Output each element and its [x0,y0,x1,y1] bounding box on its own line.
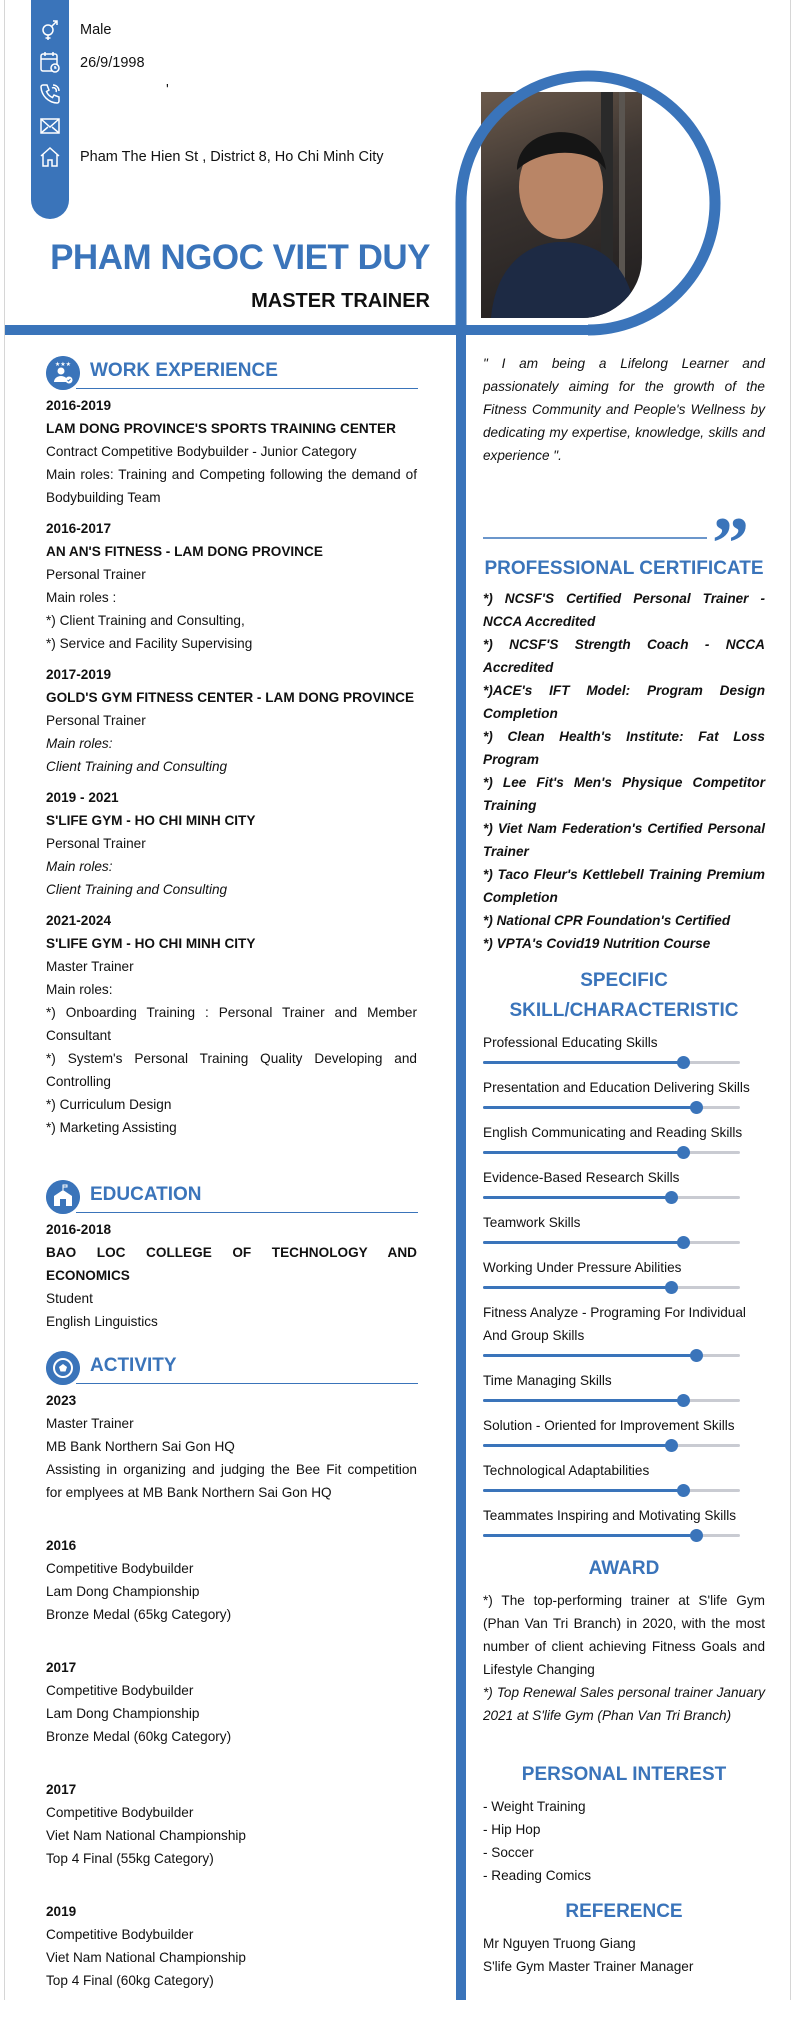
skill-label: English Communicating and Reading Skills [483,1125,743,1140]
work-experience-header [46,356,418,390]
skill-slider-fill [483,1106,696,1109]
entry-line: LAM DONG PROVINCE'S SPORTS TRAINING CENTER [46,421,396,436]
entry-line: Main roles: [46,982,113,997]
entry-line: English Linguistics [46,1314,158,1329]
skill-label: Evidence-Based Research Skills [483,1170,680,1185]
entry-line: 2019 [46,1904,77,1919]
entry-line: S'LIFE GYM - HO CHI MINH CITY [46,936,256,951]
svg-text:★★★: ★★★ [54,362,72,368]
skill-slider-track [483,1061,740,1064]
skill-label: Working Under Pressure Abilities [483,1260,682,1275]
certificate-item: *) Viet Nam Federation's Certified Personal Trainer [483,821,765,859]
entry-line: Bronze Medal (60kg Category) [46,1729,232,1744]
entry [46,1900,417,1992]
skill-slider-fill [483,1061,683,1064]
skill-slider-knob [677,1056,690,1069]
skill-item [483,1369,765,1414]
entry-line: 2017 [46,1660,77,1675]
skill-slider-fill [483,1489,683,1492]
gender-text: Male [80,22,112,38]
entry-line: 2016-2017 [46,521,112,536]
entry-line: S'LIFE GYM - HO CHI MINH CITY [46,813,256,828]
skill-slider-track [483,1286,740,1289]
skill-slider-knob [677,1236,690,1249]
entry-line: BAO LOC COLLEGE OF TECHNOLOGY AND ECONOMICS [46,1245,417,1283]
certificate-item: *) NCSF'S Certified Personal Trainer - NCCA Accredited [483,591,765,629]
interest-item: - Soccer [483,1845,534,1860]
interest-list [483,1795,765,1887]
entry [46,663,417,778]
reference-heading: REFERENCE [565,1901,683,1922]
entry-line: *) System's Personal Training Quality Developing and Controlling [46,1051,417,1089]
skill-label: Teamwork Skills [483,1215,581,1230]
skill-item [483,1076,765,1121]
entry-line: Competitive Bodybuilder [46,1561,194,1576]
entry [46,1389,417,1504]
certificate-item: *) National CPR Foundation's Certified [483,913,731,928]
entry-line: Client Training and Consulting [46,882,228,897]
heading-underline [76,1383,418,1384]
skill-slider-fill [483,1444,671,1447]
interest-item: - Hip Hop [483,1822,541,1837]
skill-slider-fill [483,1196,671,1199]
award-list [483,1589,765,1727]
entry-line: Competitive Bodybuilder [46,1805,194,1820]
entry-line: Bronze Medal (65kg Category) [46,1607,232,1622]
education-header [46,1180,418,1214]
entry-line: Top 4 Final (55kg Category) [46,1851,214,1866]
activity-header [46,1351,418,1385]
entry-line: MB Bank Northern Sai Gon HQ [46,1439,235,1454]
entry-line: Personal Trainer [46,836,146,851]
certificate-heading: PROFESSIONAL CERTIFICATE [484,558,764,579]
skills-list [483,1031,765,1549]
skill-slider-knob [677,1394,690,1407]
entry-line: Viet Nam National Championship [46,1950,246,1965]
skill-item [483,1211,765,1256]
skill-label: Technological Adaptabilities [483,1463,650,1478]
skill-slider-fill [483,1354,696,1357]
skill-item [483,1166,765,1211]
skill-slider-track [483,1489,740,1492]
entry-line: Master Trainer [46,1416,134,1431]
reference-item: Mr Nguyen Truong Giang [483,1936,636,1951]
entry-line: *) Onboarding Training : Personal Trainer and Member Consultant [46,1005,417,1043]
certificate-item: *) VPTA's Covid19 Nutrition Course [483,936,711,951]
skill-slider-track [483,1151,740,1154]
entry-line: Competitive Bodybuilder [46,1927,194,1942]
phone-text: ' [166,82,169,98]
entry [46,394,417,509]
team-star-icon [46,356,80,390]
skill-slider-track [483,1354,740,1357]
entry-line: Viet Nam National Championship [46,1828,246,1843]
award-heading: AWARD [588,1558,660,1579]
entry-line: 2017-2019 [46,667,112,682]
entry [46,517,417,655]
entry-line: Lam Dong Championship [46,1706,200,1721]
skill-slider-knob [677,1146,690,1159]
skill-label: Professional Educating Skills [483,1035,658,1050]
entry-line: *) Service and Facility Supervising [46,636,253,651]
skill-item [483,1504,765,1549]
skill-label: Solution - Oriented for Improvement Skills [483,1418,735,1433]
activity-list [46,1389,417,2022]
interest-heading: PERSONAL INTEREST [521,1764,727,1785]
heading-underline [76,388,418,389]
education-title: EDUCATION [90,1184,202,1205]
candidate-name: PHAM NGOC VIET DUY [50,238,430,277]
entry-line: AN AN'S FITNESS - LAM DONG PROVINCE [46,544,323,559]
award-item: *) Top Renewal Sales personal trainer January 2021 at S'life Gym (Phan Van Tri Branch) [483,1685,765,1723]
entry [46,1534,417,1626]
entry-line: Main roles : [46,590,117,605]
entry-line: *) Curriculum Design [46,1097,172,1112]
skill-slider-knob [690,1349,703,1362]
certificate-list [483,587,765,955]
skill-item [483,1459,765,1504]
skill-slider-track [483,1534,740,1537]
education-list [46,1218,417,1341]
interest-item: - Weight Training [483,1799,586,1814]
skill-slider-knob [665,1439,678,1452]
personal-quote: " I am being a Lifelong Learner and passionately aiming for the growth of the Fitness Community and People's Wellness by dedicating my expertise, knowledge, skills and experience ". [483,356,765,463]
work-experience-list [46,394,417,1147]
certificate-item: *) Clean Health's Institute: Fat Loss Program [483,729,765,767]
certificate-item: *)ACE's IFT Model: Program Design Completion [483,683,765,721]
entry-line: Assisting in organizing and judging the Bee Fit competition for emplyees at MB Bank Northern Sai Gon HQ [46,1462,417,1500]
entry-line: 2019 - 2021 [46,790,119,805]
skill-slider-fill [483,1286,671,1289]
entry-line: Competitive Bodybuilder [46,1683,194,1698]
skill-slider-knob [665,1191,678,1204]
skill-slider-knob [690,1101,703,1114]
skill-label: Time Managing Skills [483,1373,612,1388]
certificate-item: *) Taco Fleur's Kettlebell Training Premium Completion [483,867,765,905]
heading-underline [76,1212,418,1213]
entry-line: Lam Dong Championship [46,1584,200,1599]
award-item: *) The top-performing trainer at S'life Gym (Phan Van Tri Branch) in 2020, with the most number of client achieving Fitness Goals and Lifestyle Changing [483,1593,765,1677]
skill-slider-track [483,1399,740,1402]
interest-item: - Reading Comics [483,1868,592,1883]
entry [46,909,417,1139]
skill-label: Fitness Analyze - Programing For Individual And Group Skills [483,1305,746,1343]
skill-slider-track [483,1241,740,1244]
skill-item [483,1121,765,1166]
entry-line: Student [46,1291,93,1306]
skill-slider-track [483,1444,740,1447]
skill-slider-fill [483,1534,696,1537]
skill-item [483,1256,765,1301]
entry-line: Personal Trainer [46,567,146,582]
candidate-title: MASTER TRAINER [251,290,430,312]
entry [46,1778,417,1870]
entry-line: Main roles: Training and Competing following the demand of Bodybuilding Team [46,467,417,505]
entry-line: *) Marketing Assisting [46,1120,177,1135]
entry-line: GOLD'S GYM FITNESS CENTER - LAM DONG PROVINCE [46,690,415,705]
entry-line: 2021-2024 [46,913,112,928]
skill-slider-knob [677,1484,690,1497]
entry [46,786,417,901]
dob-text: 26/9/1998 [80,55,145,71]
entry-line: 2023 [46,1393,77,1408]
skill-label: Teammates Inspiring and Motivating Skills [483,1508,737,1523]
reference-list [483,1932,765,1978]
skill-slider-fill [483,1241,683,1244]
activity-title: ACTIVITY [90,1355,177,1376]
entry-line: Main roles: [46,859,113,874]
reference-item: S'life Gym Master Trainer Manager [483,1959,694,1974]
entry-line: 2016 [46,1538,77,1553]
svg-text:”: ” [712,503,749,585]
entry-line: 2016-2019 [46,398,112,413]
soccer-ball-icon [46,1351,80,1385]
address-text: Pham The Hien St , District 8, Ho Chi Minh City [80,149,384,165]
entry-line: 2017 [46,1782,77,1797]
skill-item [483,1031,765,1076]
certificate-item: *) NCSF'S Strength Coach - NCCA Accredited [483,637,765,675]
entry [46,1656,417,1748]
skill-slider-knob [690,1529,703,1542]
school-icon [46,1180,80,1214]
skill-slider-knob [665,1281,678,1294]
skill-slider-track [483,1196,740,1199]
entry-line: Top 4 Final (60kg Category) [46,1973,214,1988]
entry-line: 2016-2018 [46,1222,112,1237]
entry [46,1218,417,1333]
skill-item [483,1301,765,1369]
skill-label: Presentation and Education Delivering Skills [483,1080,750,1095]
entry-line: Main roles: [46,736,113,751]
certificate-item: *) Lee Fit's Men's Physique Competitor Training [483,775,765,813]
skills-heading-line1: SPECIFIC [580,970,668,991]
skill-slider-fill [483,1151,683,1154]
skills-heading-line2: SKILL/CHARACTERISTIC [509,1000,739,1021]
entry-line: Client Training and Consulting [46,759,228,774]
skill-slider-track [483,1106,740,1109]
entry-line: Personal Trainer [46,713,146,728]
skill-item [483,1414,765,1459]
entry-line: *) Client Training and Consulting, [46,613,245,628]
entry-line: Master Trainer [46,959,134,974]
work-experience-title: WORK EXPERIENCE [90,360,278,381]
entry-line: Contract Competitive Bodybuilder - Junior Category [46,444,357,459]
skill-slider-fill [483,1399,683,1402]
